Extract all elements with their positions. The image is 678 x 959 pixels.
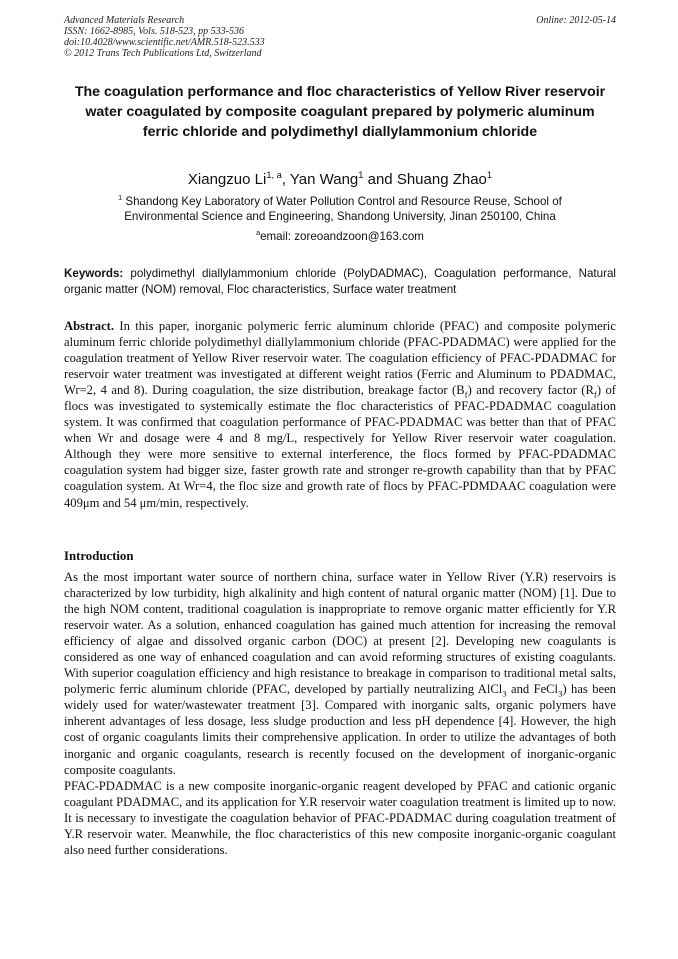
affiliation-text: Shandong Key Laboratory of Water Pollution Control and Resource Reuse, School of Environmental Science and Engineering, Shandong University, Jinan 250100, China	[122, 195, 562, 223]
online-date: Online: 2012-05-14	[536, 15, 616, 26]
contact-email	[64, 229, 616, 244]
affiliation-mark: 1	[118, 193, 123, 203]
journal-doi: doi:10.4028/www.scientific.net/AMR.518-523.533	[64, 37, 265, 48]
abstract-label: Abstract.	[64, 319, 115, 333]
journal-name: Advanced Materials Research	[64, 15, 185, 26]
section-heading-introduction: Introduction	[64, 549, 134, 563]
author-name: Yan Wang	[289, 171, 359, 188]
author-separator: and	[363, 171, 397, 188]
abstract-text: ) of flocs was investigated to systemically estimate the floc characteristics of PFAC-PDADMAC coagulation system. It was confirmed that coagulation performance of PFAC-PDADMAC was better than that of PFAC when Wr and dosage were 4 and 8 mg/L, respectively for Yellow River reservoir water coagulation. Although they were more sensitive to external interference, the flocs formed by PFAC-PDADMAC coagulation system had bigger size, faster growth rate and stronger re-growth capability than that by PFAC coagulation system. At Wr=4, the floc size and growth rate of flocs by PFAC-PDMDAAC coagulation were 409μm and 54 μm/min, respectively.	[64, 383, 616, 510]
keywords-label: Keywords:	[64, 267, 124, 280]
author-separator: ,	[281, 171, 290, 188]
journal-header	[64, 15, 616, 59]
email-mark: a	[256, 228, 261, 238]
subscript: 3	[502, 688, 507, 699]
subscript: 3	[558, 688, 563, 699]
author-list	[64, 170, 616, 190]
paragraph-text: ) has been widely used for water/wastewater treatment [3]. Compared with inorganic salts, organic polymers have inherent advantages of less dosage, less sludge production and less pH dependence [4]. However, the high cost of organic coagulants limits their comprehensive application. In order to utilize the advantages of both inorganic and organic coagulants, research is recently focused on the development of inorganic-organic composite coagulants.	[64, 682, 616, 777]
paragraph-text: As the most important water source of northern china, surface water in Yellow River (Y.R) reservoirs is characterized by low turbidity, high alkalinity and high content of natural organic matter (NOM) [1]. Due to the high NOM content, traditional coagulation is inappropriate to remove organic matter efficiently for Y.R reservoir water. As a solution, enhanced coagulation has gained much attention for increasing the removal efficiency of algae and dissolved organic carbon (DOC) at present [2]. Developing new coagulants is considered as one way of enhanced coagulation and can avoid reforming structures of existing coagulants. With superior coagulation efficiency and high resistance to breakage in comparison to traditional metal salts, polymeric ferric aluminum chloride (PFAC, developed by partially neutralizing AlCl	[64, 570, 616, 697]
abstract-text: In this paper, inorganic polymeric ferric aluminum chloride (PFAC) and composite polymeric aluminum ferric chloride polydimethyl diallylammonium chloride (PFAC-PDADMAC) were applied for the coagulation treatment of Yellow River reservoir water. The coagulation efficiency of PFAC-PDADMAC for reservoir water treatment was investigated at different weight ratios (Ferric and Aluminum to PDADMAC, Wr=2, 4 and 8). During coagulation, the size distribution, breakage factor (B	[64, 319, 616, 398]
journal-copyright: © 2012 Trans Tech Publications Ltd, Switzerland	[64, 48, 262, 59]
abstract	[64, 318, 616, 511]
author-name: Shuang Zhao	[396, 171, 487, 188]
journal-issn: ISSN: 1662-8985, Vols. 518-523, pp 533-536	[64, 26, 244, 37]
email-text: email: zoreoandzoon@163.com	[260, 230, 424, 243]
author-affiliation-mark: 1, a	[266, 170, 282, 180]
subscript: f	[464, 389, 468, 400]
abstract-text: ) and recovery factor (R	[467, 383, 594, 398]
paragraph: PFAC-PDADMAC is a new composite inorganic-organic reagent developed by PFAC and cationic organic coagulant PDADMAC, and its application for Y.R reservoir water coagulation treatment is limited up to now. It is necessary to investigate the coagulation behavior of PFAC-PDADMAC during coagulation treatment of Y.R reservoir water. Meanwhile, the floc characteristics of this new composite inorganic-organic coagulant also need further considerations.	[64, 778, 616, 857]
paragraph	[64, 569, 616, 778]
subscript: f	[593, 389, 597, 400]
paper-title: The coagulation performance and floc characteristics of Yellow River reservoir water coagulated by composite coagulant prepared by polymeric aluminum ferric chloride and polydimethyl diallylammonium chloride	[74, 84, 606, 140]
author-affiliation-mark: 1	[486, 170, 493, 180]
introduction-body	[64, 569, 616, 858]
keywords	[64, 266, 616, 297]
keywords-text: polydimethyl diallylammonium chloride (PolyDADMAC), Coagulation performance, Natural organic matter (NOM) removal, Floc characteristics, Surface water treatment	[64, 267, 616, 296]
paragraph-text: and FeCl	[506, 682, 559, 697]
author-name: Xiangzuo Li	[187, 171, 267, 188]
author-affiliation-mark: 1	[358, 170, 364, 180]
affiliation	[84, 194, 596, 224]
